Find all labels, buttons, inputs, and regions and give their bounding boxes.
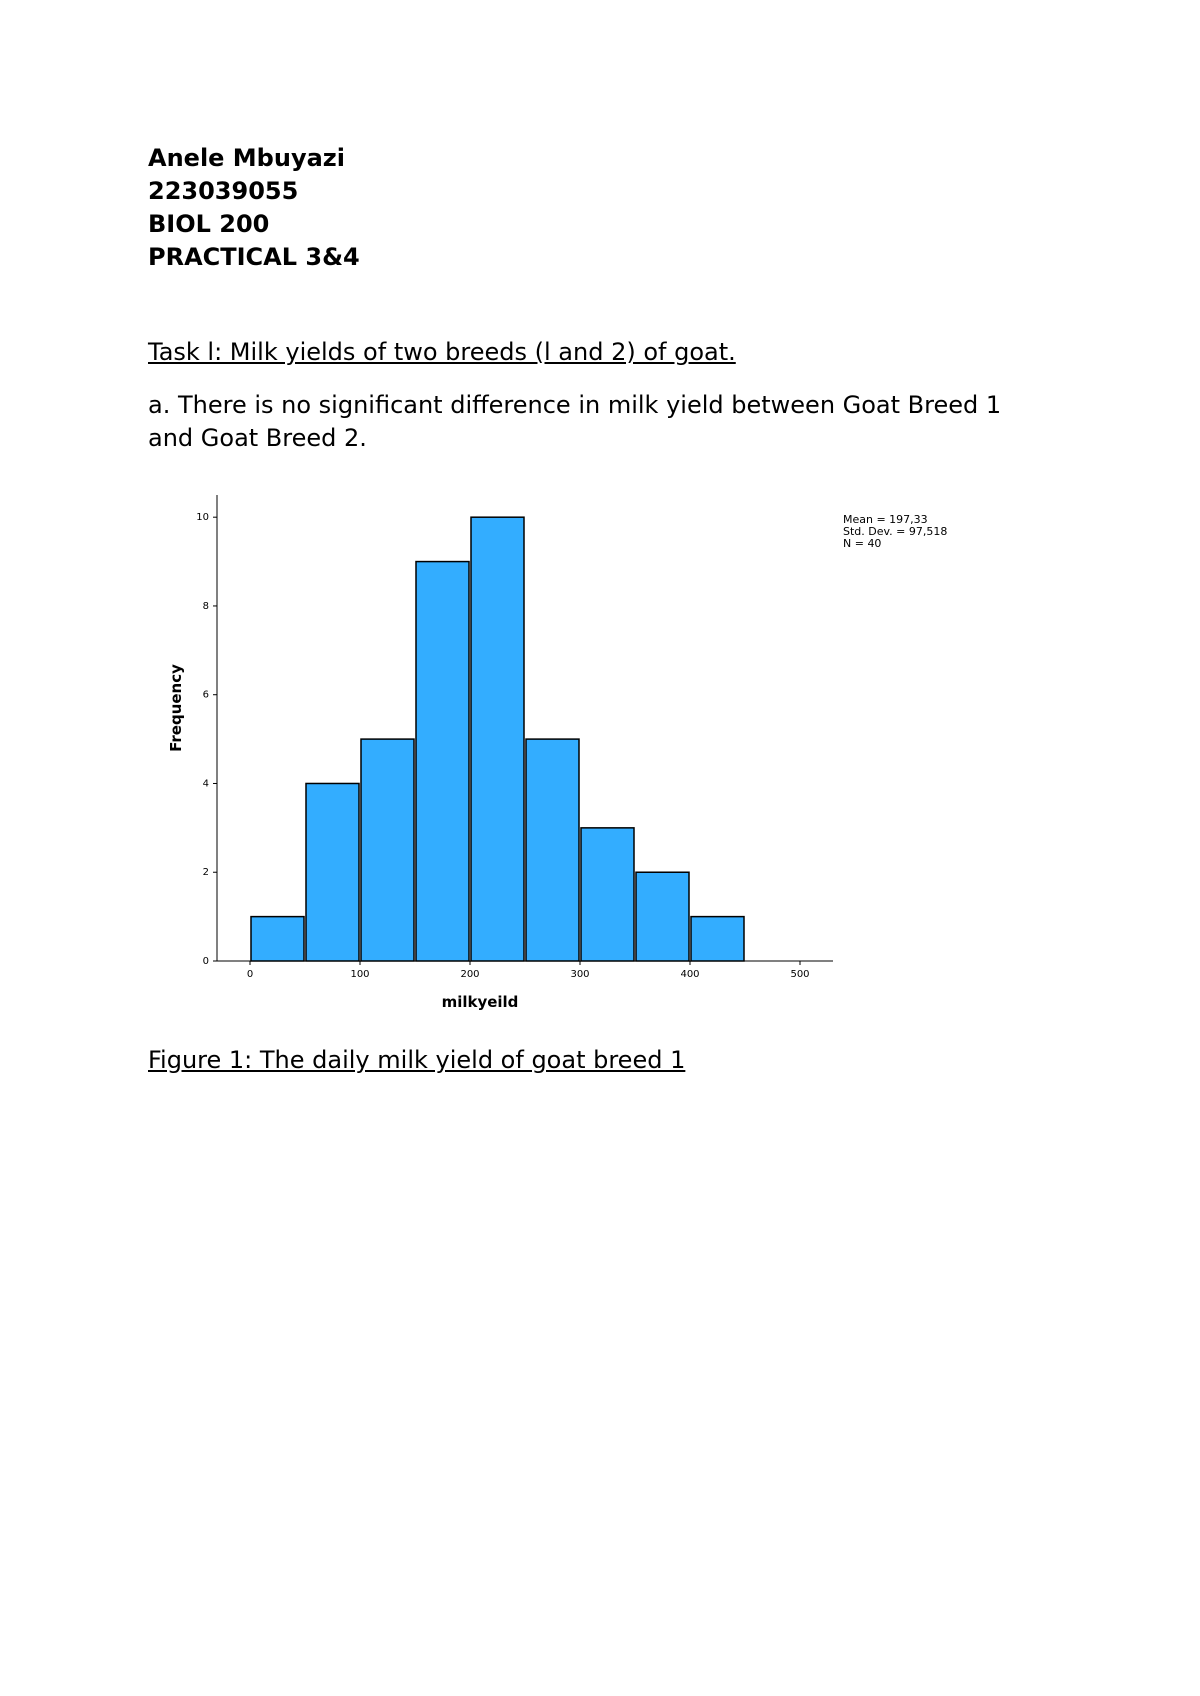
x-tick-label-500: 500	[790, 969, 810, 980]
task-title: Task l: Milk yields of two breeds (l and 2) of goat.	[148, 338, 736, 366]
y-tick-label-4: 4	[202, 778, 209, 790]
y-tick-label-0: 0	[202, 956, 209, 967]
x-tick-label-300: 300	[570, 969, 590, 980]
figure-caption: Figure 1: The daily milk yield of goat breed 1	[148, 1046, 686, 1074]
stats-line-0: Mean = 197,33	[843, 513, 928, 526]
y-tick-label-10: 10	[196, 512, 209, 524]
y-tick-label-8: 8	[202, 600, 209, 612]
histogram-bar-6	[581, 828, 634, 961]
answer-a: a. There is no significant difference in milk yield between Goat Breed 1 and Goat Breed 2.	[148, 391, 1002, 452]
histogram-bar-8	[691, 917, 744, 961]
course-code: BIOL 200	[148, 210, 270, 238]
x-tick-label-200: 200	[460, 969, 480, 980]
y-axis-title: Frequency	[167, 664, 185, 752]
histogram-bar-2	[361, 739, 414, 961]
x-tick-label-100: 100	[350, 969, 370, 980]
histogram-bar-1	[306, 783, 359, 961]
x-tick-label-0: 0	[246, 969, 254, 980]
x-axis-title: milkyeild	[441, 993, 519, 1011]
student-header	[148, 142, 360, 274]
stats-line-1: Std. Dev. = 97,518	[843, 525, 948, 538]
y-tick-label-6: 6	[202, 689, 209, 701]
stats-line-2: N = 40	[843, 537, 882, 550]
student-number: 223039055	[148, 177, 299, 205]
histogram-bar-0	[251, 917, 304, 961]
x-tick-label-400: 400	[680, 969, 700, 980]
milk-yield-histogram	[155, 485, 948, 1025]
histogram-bar-7	[636, 872, 689, 961]
y-tick-label-2: 2	[202, 867, 209, 879]
practical-title: PRACTICAL 3&4	[148, 243, 360, 271]
histogram-bar-5	[526, 739, 579, 961]
student-name: Anele Mbuyazi	[148, 144, 345, 172]
histogram-bar-4	[471, 517, 524, 961]
histogram-bar-3	[416, 562, 469, 961]
